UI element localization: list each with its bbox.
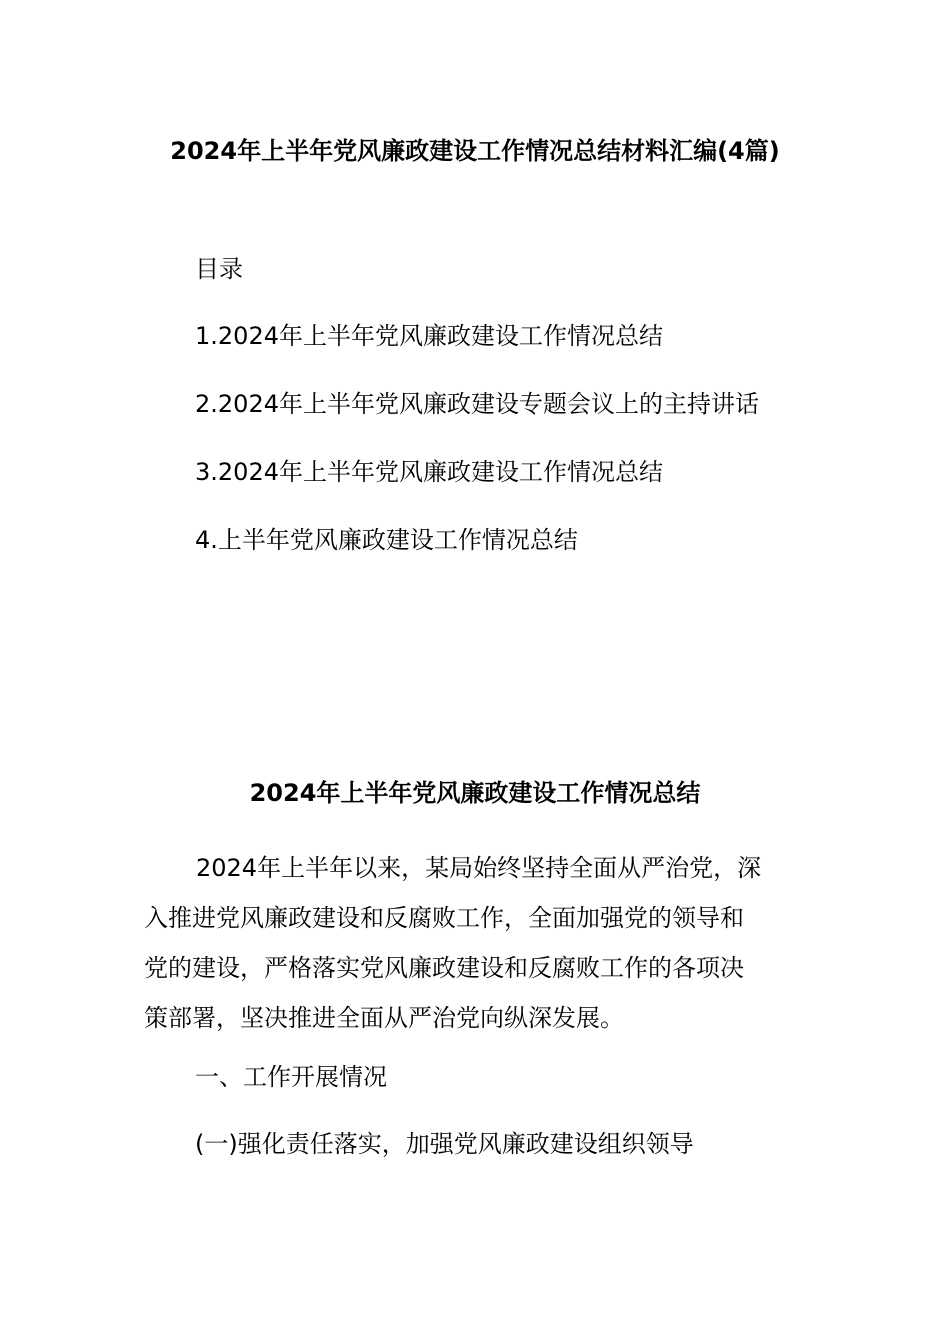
section-heading-level-2: (一)强化责任落实，加强党风廉政建设组织领导 (195, 1130, 694, 1158)
paragraph-line: 党的建设，严格落实党风廉政建设和反腐败工作的各项决 (144, 954, 744, 982)
document-title: 2024年上半年党风廉政建设工作情况总结材料汇编(4篇) (170, 137, 780, 165)
body-paragraph (144, 843, 804, 1043)
toc-heading: 目录 (195, 255, 243, 283)
toc-item: 2.2024年上半年党风廉政建设专题会议上的主持讲话 (195, 390, 759, 418)
toc-item: 3.2024年上半年党风廉政建设工作情况总结 (195, 458, 663, 486)
paragraph-line: 策部署，坚决推进全面从严治党向纵深发展。 (144, 1004, 624, 1032)
toc-item: 4.上半年党风廉政建设工作情况总结 (195, 526, 578, 554)
paragraph-line: 2024年上半年以来，某局始终坚持全面从严治党，深 (196, 854, 762, 882)
toc-item: 1.2024年上半年党风廉政建设工作情况总结 (195, 322, 663, 350)
section-title: 2024年上半年党风廉政建设工作情况总结 (249, 779, 701, 807)
section-heading-level-1: 一、工作开展情况 (195, 1063, 387, 1091)
paragraph-line: 入推进党风廉政建设和反腐败工作，全面加强党的领导和 (144, 904, 744, 932)
